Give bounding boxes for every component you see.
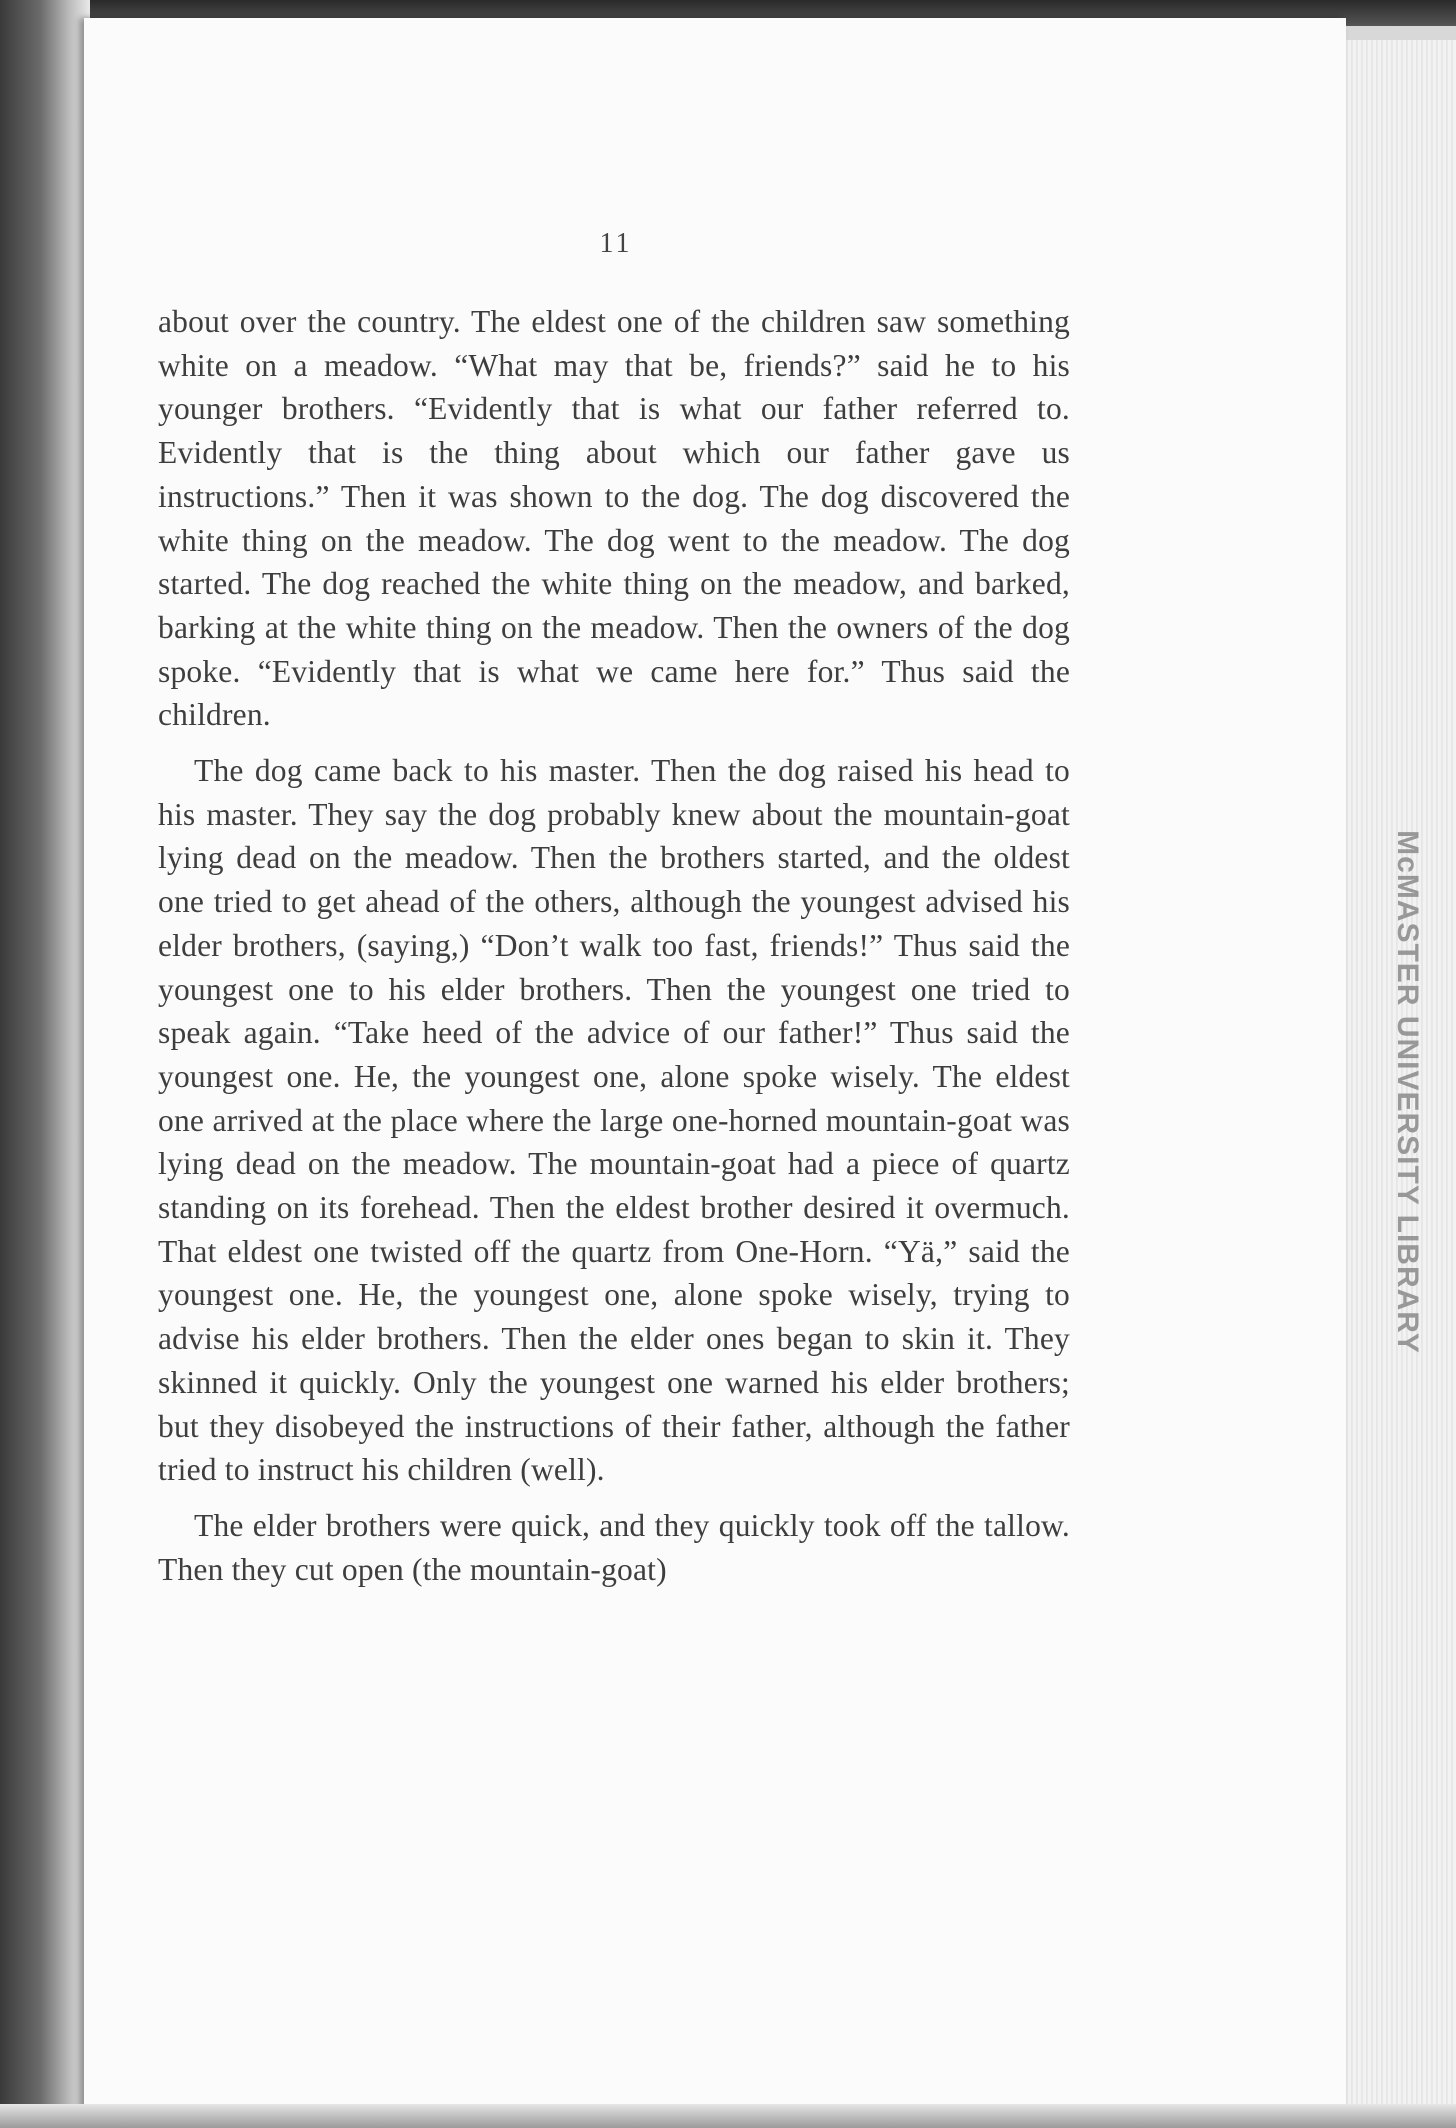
book-gutter-shadow — [0, 0, 90, 2128]
library-stamp — [1389, 830, 1425, 1354]
paragraph-3: The elder brothers were quick, and they quickly took off the tallow. Then they cut open (the mountain-goat) — [158, 1507, 1070, 1587]
library-stamp-text: McMASTER UNIVERSITY LIBRARY — [1391, 830, 1424, 1354]
page-number: 11 — [599, 228, 633, 259]
scan-bottom-edge — [0, 2104, 1456, 2128]
paragraph-1: about over the country. The eldest one of the children saw something white on a meadow. “What may that be, friends?” said he to his younger brothers. “Evidently that is what our father referred to. Evidently that is the thing about which our father gave us instructions.” Then it was shown to the dog. The dog discovered the white thing on the meadow. The dog went to the meadow. The dog started. The dog reached the white thing on the meadow, and barked, barking at the white thing on the meadow. Then the owners of the dog spoke. “Evidently that is what we came here for.” Thus said the children. — [158, 304, 1070, 733]
paragraph-2: The dog came back to his master. Then the dog raised his head to his master. They say the dog probably knew about the mountain-goat lying dead on the meadow. Then the brothers started, and the oldest one tried to get ahead of the others, although the youngest advised his elder brothers, (saying,) “Don’t walk too fast, friends!” Thus said the youngest one to his elder brothers. Then the youngest one tried to speak again. “Take heed of the advice of our father!” Thus said the youngest one. He, the youngest one, alone spoke wisely. The eldest one arrived at the place where the large one-horned mountain-goat was lying dead on the meadow. The mountain-goat had a piece of quartz standing on its forehead. Then the eldest brother desired it overmuch. That eldest one twisted off the quartz from One-Horn. “Yä,” said the youngest one. He, the youngest one, alone spoke wisely, trying to advise his elder brothers. Then the elder ones began to skin it. They skinned it quickly. Only the youngest one warned his elder brothers; but they disobeyed the instructions of their father, although the father tried to instruct his children (well). — [158, 753, 1070, 1488]
body-text — [158, 300, 1070, 1603]
